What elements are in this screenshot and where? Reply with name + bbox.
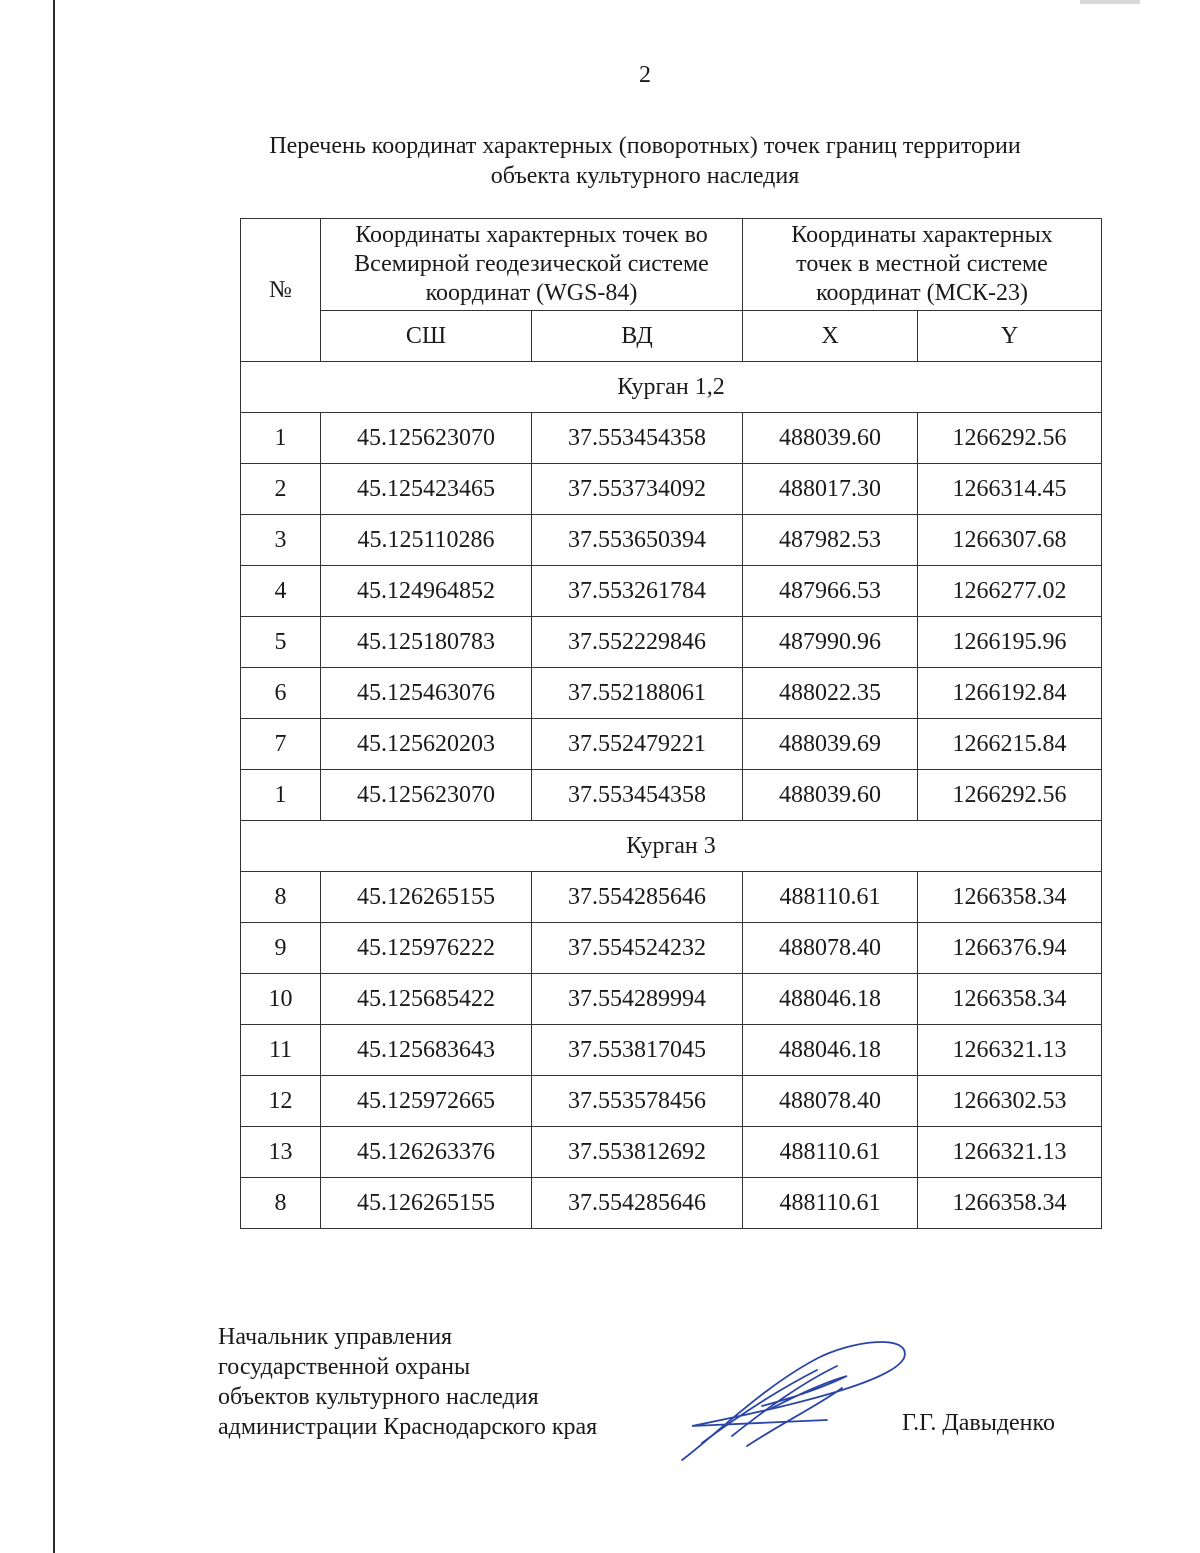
latitude-cell: 45.125685422 [321,974,532,1025]
signatory-line-3: объектов культурного наследия [218,1384,539,1410]
y-cell: 1266215.84 [918,719,1102,770]
latitude-cell: 45.124964852 [321,566,532,617]
y-cell: 1266358.34 [918,1178,1102,1229]
table-row [241,617,1102,668]
point-number-cell: 13 [241,1127,321,1178]
scan-edge-line [53,0,55,1553]
x-cell: 488017.30 [743,464,918,515]
x-cell: 488078.40 [743,1076,918,1127]
point-number-cell: 1 [241,770,321,821]
x-cell: 488039.60 [743,770,918,821]
longitude-cell: 37.552188061 [532,668,743,719]
x-cell: 488110.61 [743,1178,918,1229]
latitude-cell: 45.125463076 [321,668,532,719]
table-row [241,770,1102,821]
table-row [241,566,1102,617]
signatory-position [218,1322,597,1442]
y-cell: 1266358.34 [918,974,1102,1025]
point-number-cell: 12 [241,1076,321,1127]
column-group-msk23: Координаты характерных точек в местной системе координат (МСК-23) [743,219,1102,311]
x-cell: 488046.18 [743,1025,918,1076]
latitude-cell: 45.125110286 [321,515,532,566]
table-row [241,1025,1102,1076]
table-row [241,515,1102,566]
section-row [241,362,1102,413]
table-row [241,974,1102,1025]
table-row [241,719,1102,770]
y-cell: 1266292.56 [918,770,1102,821]
longitude-cell: 37.552479221 [532,719,743,770]
point-number-cell: 5 [241,617,321,668]
latitude-cell: 45.125976222 [321,923,532,974]
point-number-cell: 10 [241,974,321,1025]
latitude-cell: 45.126265155 [321,1178,532,1229]
y-cell: 1266195.96 [918,617,1102,668]
longitude-cell: 37.553454358 [532,413,743,464]
latitude-cell: 45.125620203 [321,719,532,770]
document-title-line-1: Перечень координат характерных (поворотных) точек границ территории [269,133,1021,159]
longitude-cell: 37.553817045 [532,1025,743,1076]
y-cell: 1266358.34 [918,872,1102,923]
section-title: Курган 3 [241,821,1102,872]
point-number-cell: 11 [241,1025,321,1076]
table-row [241,1178,1102,1229]
x-cell: 488078.40 [743,923,918,974]
document-title [150,131,1140,191]
x-cell: 488046.18 [743,974,918,1025]
point-number-cell: 9 [241,923,321,974]
column-group-wgs84: Координаты характерных точек во Всемирной геодезической системе координат (WGS-84) [321,219,743,311]
column-header-latitude: СШ [321,311,532,362]
signatory-name: Г.Г. Давыденко [902,1410,1055,1436]
table-row [241,1076,1102,1127]
x-cell: 488110.61 [743,1127,918,1178]
table-row [241,1127,1102,1178]
latitude-cell: 45.125972665 [321,1076,532,1127]
table-row [241,668,1102,719]
longitude-cell: 37.554285646 [532,1178,743,1229]
longitude-cell: 37.553454358 [532,770,743,821]
y-cell: 1266292.56 [918,413,1102,464]
longitude-cell: 37.554289994 [532,974,743,1025]
table-row [241,923,1102,974]
x-cell: 488039.60 [743,413,918,464]
y-cell: 1266192.84 [918,668,1102,719]
y-cell: 1266302.53 [918,1076,1102,1127]
x-cell: 488110.61 [743,872,918,923]
signatory-line-1: Начальник управления [218,1324,453,1350]
point-number-cell: 3 [241,515,321,566]
signatory-line-4: администрации Краснодарского края [218,1414,598,1440]
y-cell: 1266307.68 [918,515,1102,566]
point-number-cell: 8 [241,872,321,923]
document-title-line-2: объекта культурного наследия [490,163,800,189]
point-number-cell: 4 [241,566,321,617]
y-cell: 1266376.94 [918,923,1102,974]
longitude-cell: 37.553261784 [532,566,743,617]
point-number-cell: 8 [241,1178,321,1229]
x-cell: 488039.69 [743,719,918,770]
latitude-cell: 45.125423465 [321,464,532,515]
x-cell: 487966.53 [743,566,918,617]
latitude-cell: 45.125623070 [321,413,532,464]
table-body [241,362,1102,1229]
x-cell: 487990.96 [743,617,918,668]
signatory-line-2: государственной охраны [218,1354,471,1380]
longitude-cell: 37.553812692 [532,1127,743,1178]
y-cell: 1266277.02 [918,566,1102,617]
column-header-number: № [241,219,321,362]
longitude-cell: 37.553650394 [532,515,743,566]
x-cell: 487982.53 [743,515,918,566]
page-number: 2 [639,62,651,88]
point-number-cell: 7 [241,719,321,770]
point-number-cell: 2 [241,464,321,515]
longitude-cell: 37.553578456 [532,1076,743,1127]
y-cell: 1266321.13 [918,1127,1102,1178]
scan-artifact [1080,0,1140,4]
column-header-longitude: ВД [532,311,743,362]
y-cell: 1266321.13 [918,1025,1102,1076]
table-row [241,464,1102,515]
longitude-cell: 37.552229846 [532,617,743,668]
table-row [241,872,1102,923]
latitude-cell: 45.125683643 [321,1025,532,1076]
coordinates-table [240,218,1102,1229]
latitude-cell: 45.125180783 [321,617,532,668]
point-number-cell: 1 [241,413,321,464]
section-row [241,821,1102,872]
latitude-cell: 45.126263376 [321,1127,532,1178]
longitude-cell: 37.554285646 [532,872,743,923]
column-header-x: X [743,311,918,362]
section-title: Курган 1,2 [241,362,1102,413]
table-row [241,413,1102,464]
column-header-y: Y [918,311,1102,362]
handwritten-signature [672,1328,922,1468]
x-cell: 488022.35 [743,668,918,719]
longitude-cell: 37.554524232 [532,923,743,974]
y-cell: 1266314.45 [918,464,1102,515]
longitude-cell: 37.553734092 [532,464,743,515]
point-number-cell: 6 [241,668,321,719]
latitude-cell: 45.125623070 [321,770,532,821]
latitude-cell: 45.126265155 [321,872,532,923]
